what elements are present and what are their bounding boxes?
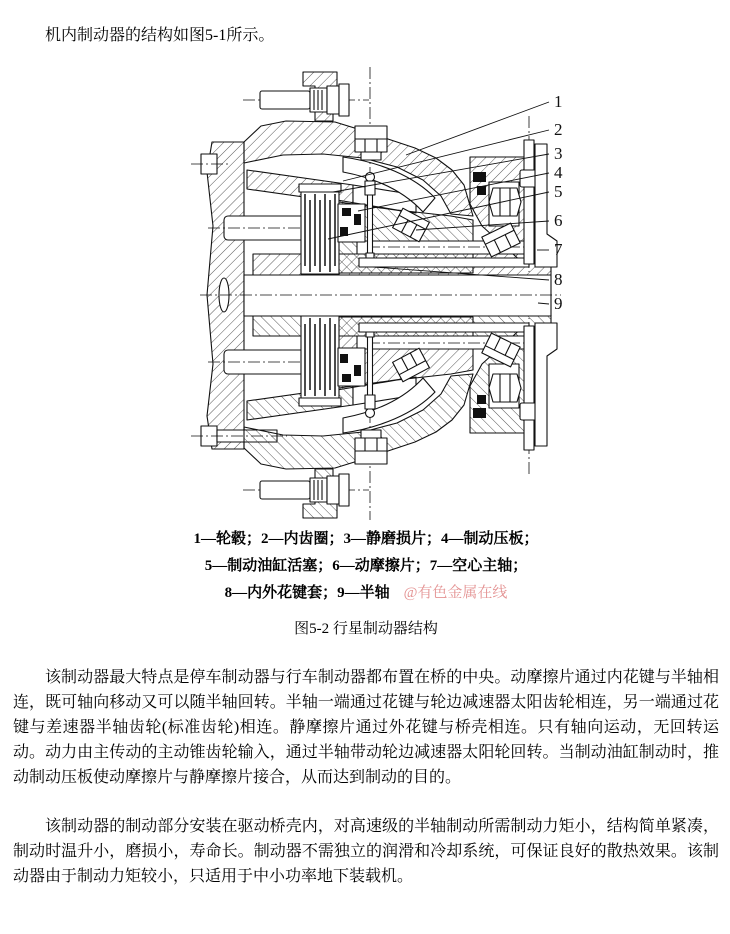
figure-5-2 [13, 64, 719, 639]
part-label-2: 2 [554, 120, 563, 139]
caption-line-2: 5—制动油缸活塞；6—动摩擦片；7—空心主轴； [204, 558, 528, 574]
part-label-6: 6 [554, 211, 563, 230]
half-shaft-shape [200, 275, 561, 316]
part-label-4: 4 [554, 163, 563, 182]
part-label-1: 1 [554, 92, 563, 111]
watermark-text: @有色金属在线 [403, 585, 508, 601]
figure-image [183, 64, 583, 520]
body-paragraph-1: 该制动器最大特点是停车制动器与行车制动器都布置在桥的中央。动摩擦片通过内花键与半轴相连，既可轴向移动又可以随半轴回转。半轴一端通过花键与轮边减速器太阳齿轮相连，另一端通过花键与差速器半轴齿轮(标准齿轮)相连。静摩擦片通过外花键与桥壳相连。只有轴向运动，无回转运动。动力由主传动的主动锥齿轮输入，通过半轴带动轮边减速器太阳轮回转。当制动油缸制动时，推动制动压板使动摩擦片与静摩擦片接合，从而达到制动的目的。 [13, 669, 719, 786]
caption-line-3 [13, 580, 719, 607]
figure-caption-block [13, 526, 719, 607]
part-label-5: 5 [554, 182, 563, 201]
brake-cross-section-diagram [183, 64, 583, 520]
part-label-9: 9 [554, 294, 563, 313]
caption-line-3-text: 8—内外花键套；9—半轴 [224, 585, 390, 601]
intro-text: 机内制动器的结构如图5-1所示。 [45, 27, 275, 44]
part-label-8: 8 [554, 270, 563, 289]
body-paragraph-2: 该制动器的制动部分安装在驱动桥壳内，对高速级的半轴制动所需制动力矩小，结构简单紧凑，制动时温升小，磨损小，寿命长。制动器不需独立的润滑和冷却系统，可保证良好的散热效果。该制动器由于制动力矩较小，只适用于中小功率地下装载机。 [13, 818, 719, 885]
part-label-7: 7 [554, 240, 563, 259]
figure-title: 图5-2 行星制动器结构 [294, 621, 438, 637]
caption-line-1: 1—轮毂；2—内齿圈；3—静磨损片；4—制动压板； [193, 531, 539, 547]
part-label-3: 3 [554, 144, 563, 163]
